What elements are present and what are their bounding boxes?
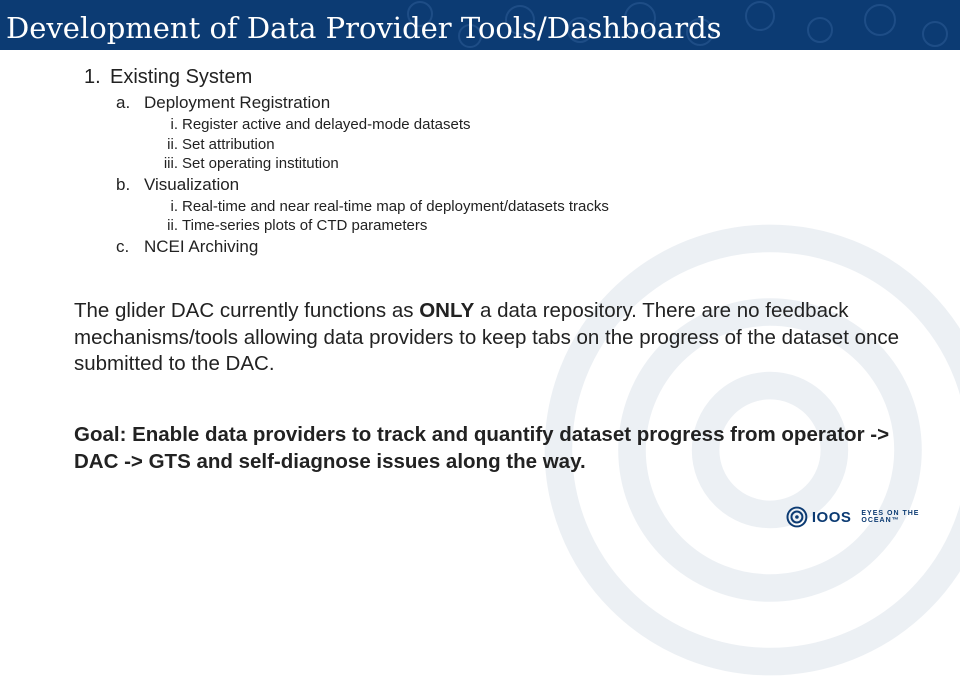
list-item: i. Register active and delayed-mode datasets [170,116,471,133]
existing-system-outline [84,64,904,257]
outline-number: 1. [84,66,101,88]
outline-item-ncei-archiving: c. NCEI Archiving [116,236,259,256]
outline-item-visualization: b. Visualization [116,174,240,194]
logo-name: IOOS [811,508,852,526]
slide-title: Development of Data Provider Tools/Dashboards [6,11,722,45]
description-paragraph: The glider DAC currently functions as ONLY a data repository. There are no feedback mechanisms/tools allowing data providers to keep tabs on the progress of the dataset once submitted to the DAC. [74,299,900,375]
logo-tagline: EYES ON THE OCEAN™ [861,510,920,524]
list-item: iii. Set operating institution [163,155,339,172]
emphasis-text: ONLY [419,299,475,322]
ioos-logo [786,506,960,528]
outline-label: Existing System [110,66,253,88]
list-item: ii. Set attribution [167,135,275,153]
outline-item-deployment-registration: a. Deployment Registration [116,93,331,112]
list-item: ii. Time-series plots of CTD parameters [167,217,428,234]
list-item: i. Real-time and near real-time map of deployment/datasets tracks [170,197,609,215]
goal-statement: Goal: Enable data providers to track and quantify dataset progress from operator -> DAC -> GTS and self-diagnose issues along the way. [74,423,890,473]
outline-item-existing-system [84,64,904,90]
ioos-logo-icon [786,506,808,528]
